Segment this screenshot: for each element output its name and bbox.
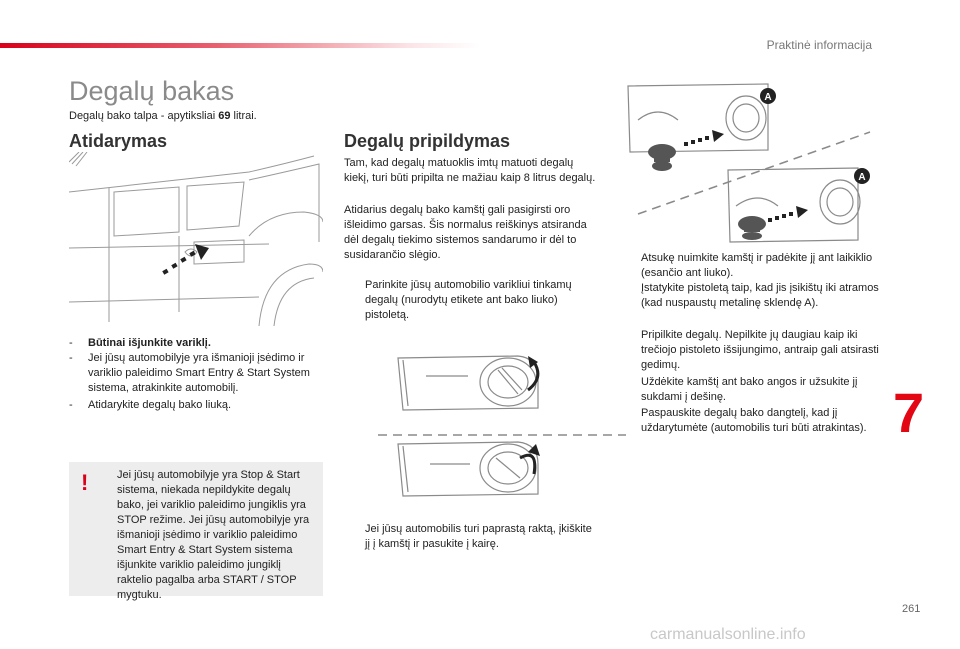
section-label: Praktinė informacija — [766, 38, 872, 52]
warning-icon: ! — [81, 470, 89, 495]
page-number: 261 — [902, 603, 921, 615]
nozzle-insertion-illustration — [618, 80, 874, 248]
warning-text: Jei jūsų automobilyje yra Stop & Start sistema, niekada nepildykite degalų bako, jei variklio paleidimo jungiklis yra STOP režime. Jei jūsų automobilyje yra išmanioji įsėdimo ir variklio paleidimo Smart Entry & Start System sistema išjunkite variklio paleidimo jungiklį raktelio pagalba arba START / STOP mygtuku. — [117, 469, 310, 601]
van-illustration — [69, 152, 323, 326]
filler-cap-illustration — [378, 348, 626, 500]
marker-a-top: A — [764, 92, 772, 103]
refuel-step-key: Jei jūsų automobilis turi paprastą raktą, įkiškite jį į kamštį ir pasukite į kairę. — [365, 523, 592, 550]
warning-box — [69, 462, 323, 601]
refuel-right-step-3: Pripilkite degalų. Nepilkite jų daugiau kaip iki trečiojo pistoleto išsijungimo, antraip gali atsirasti gedimų. — [641, 329, 879, 371]
refuel-step-choose: Parinkite jūsų automobilio varikliui tinkamų degalų (nurodytų etikete ant bako liuko) pistoletą. — [365, 279, 572, 321]
refuel-right-step-2: Įstatykite pistoletą taip, kad jis įsikištų iki atramos (kad nuspaustų metalinę sklendę A). — [641, 282, 879, 309]
opening-step-2: - Jei jūsų automobilyje yra išmanioji įsėdimo ir variklio paleidimo Smart Entry & Start System sistema, atrakinkite automobilį. — [69, 352, 310, 394]
opening-heading: Atidarymas — [69, 131, 168, 151]
opening-step-3: - Atidarykite degalų bako liuką. — [69, 399, 232, 411]
header-accent-bar — [0, 43, 480, 48]
page-title: Degalų bakas — [69, 76, 235, 106]
watermark: carmanualsonline.info — [650, 626, 806, 643]
refuel-right-step-1: Atsukę nuimkite kamštį ir padėkite jį ant laikiklio (esančio ant liuko). — [641, 252, 873, 279]
refuel-heading: Degalų pripildymas — [344, 131, 511, 151]
page-subtitle: Degalų bako talpa - apytiksliai 69 litrai. — [69, 110, 257, 122]
chapter-number: 7 — [893, 381, 925, 444]
refuel-right-step-5: Paspauskite degalų bako dangtelį, kad jį uždarytumėte (automobilis turi būti atrakintas). — [641, 407, 867, 434]
refuel-note: Atidarius degalų bako kamštį gali pasigirsti oro išleidimo garsas. Šis normalus reiškinys atsiranda dėl degalų tiekimo sistemos sandarumo ir dėl to susidarančio slėgio. — [344, 204, 587, 261]
refuel-right-step-4: Uždėkite kamštį ant bako angos ir užsukite jį sukdami į dešinę. — [641, 376, 858, 403]
marker-a-bottom: A — [858, 172, 866, 183]
refuel-intro: Tam, kad degalų matuoklis imtų matuoti degalų kiekį, turi būti pripilta ne mažiau kaip 8 litrus degalų. — [344, 157, 596, 184]
opening-step-1: - Būtinai išjunkite variklį. — [69, 337, 211, 349]
